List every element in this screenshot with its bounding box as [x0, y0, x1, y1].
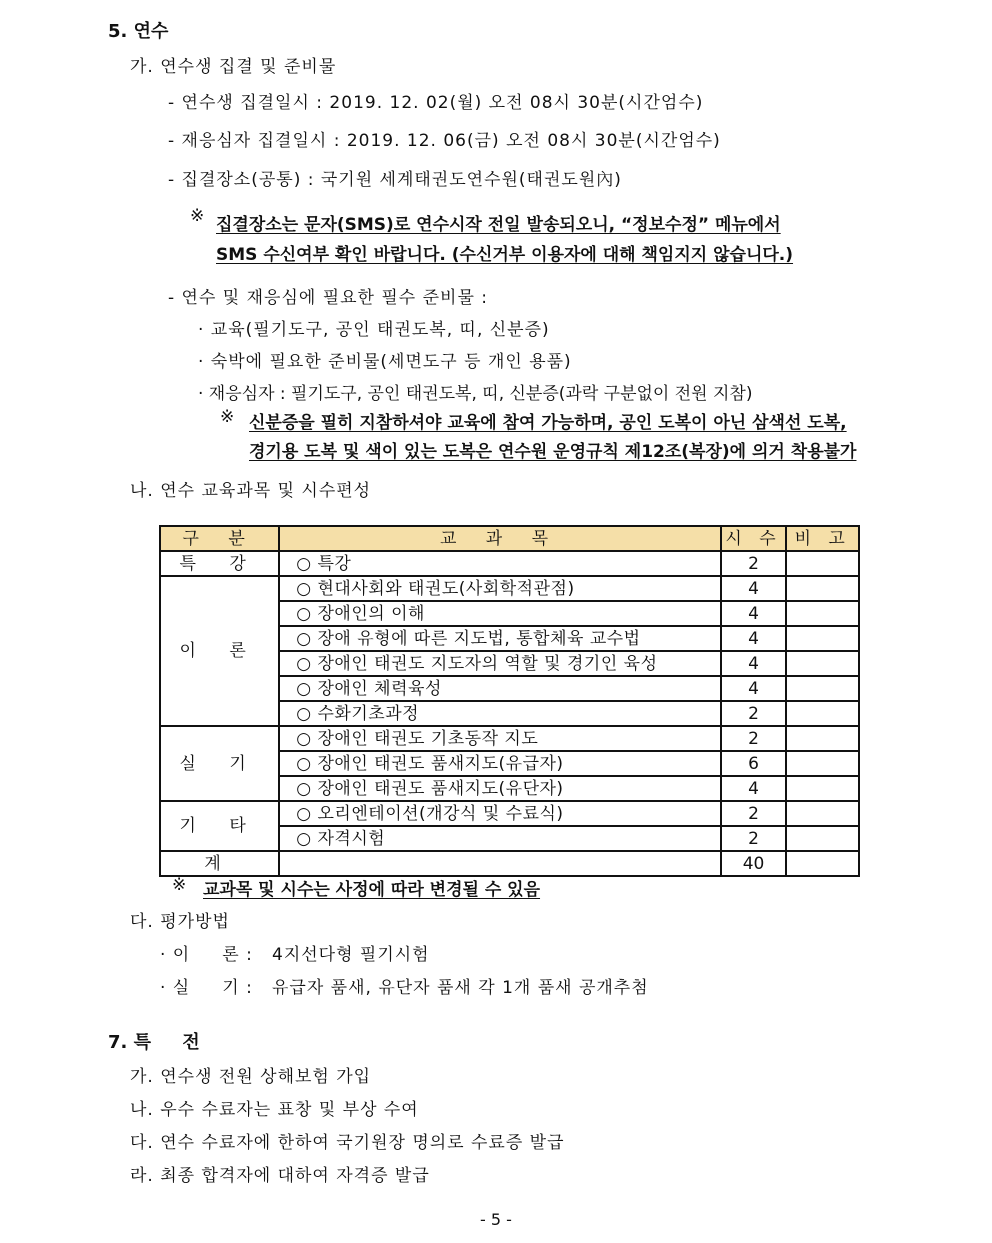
table-total-row	[160, 851, 859, 876]
subject-cell: ○ 장애 유형에 따른 지도법, 통합체육 교수법	[279, 626, 720, 651]
remarks-cell	[786, 551, 859, 576]
section-5-heading: 5. 연수	[108, 21, 169, 42]
hours-cell: 2	[721, 801, 787, 826]
hours-cell: 2	[721, 726, 787, 751]
uniform-notice-line1: 신분증을 필히 지참하셔야 교육에 참여 가능하며, 공인 도복이 아닌 삼색선 도복,	[249, 413, 847, 433]
hours-cell: 4	[721, 651, 787, 676]
subject-cell: ○ 오리엔테이션(개강식 및 수료식)	[279, 801, 720, 826]
subsection-ga-title: 가. 연수생 집결 및 준비물	[130, 57, 337, 77]
table-note: 교과목 및 시수는 사정에 따라 변경될 수 있음	[203, 880, 541, 900]
gathering-time-retakers: - 재응심자 집결일시 : 2019. 12. 06(금) 오전 08시 30분(시간엄수)	[168, 131, 721, 151]
remarks-cell	[786, 801, 859, 826]
subject-cell: ○ 장애인 태권도 품새지도(유급자)	[279, 751, 720, 776]
prep-item-retakers: · 재응심자 : 필기도구, 공인 태권도복, 띠, 신분증(과락 구분없이 전원 지참)	[198, 384, 753, 404]
course-table	[159, 525, 860, 877]
prep-title: - 연수 및 재응심에 필요한 필수 준비물 :	[168, 288, 489, 308]
remarks-cell	[786, 601, 859, 626]
category-practice: 실 기	[160, 726, 279, 801]
prep-item-lodging: · 숙박에 필요한 준비물(세면도구 등 개인 용품)	[198, 352, 572, 372]
prep-note-mark: ※	[220, 407, 235, 427]
remarks-cell	[786, 826, 859, 851]
remarks-cell	[786, 701, 859, 726]
subject-cell: ○ 장애인 태권도 지도자의 역할 및 경기인 육성	[279, 651, 720, 676]
sms-notice-line2: SMS 수신여부 확인 바랍니다. (수신거부 이용자에 대해 책임지지 않습니다.)	[216, 245, 794, 265]
benefit-item: 나. 우수 수료자는 표창 및 부상 수여	[130, 1100, 419, 1120]
remarks-cell	[786, 751, 859, 776]
category-etc: 기 타	[160, 801, 279, 851]
subject-cell: ○ 장애인의 이해	[279, 601, 720, 626]
hours-cell: 4	[721, 676, 787, 701]
remarks-cell	[786, 726, 859, 751]
table-row	[160, 801, 859, 826]
subject-cell: ○ 장애인 체력육성	[279, 676, 720, 701]
subsection-da-title: 다. 평가방법	[130, 912, 230, 932]
note-mark: ※	[190, 206, 205, 226]
remarks-cell	[786, 676, 859, 701]
table-note-mark: ※	[172, 875, 187, 895]
benefit-item: 가. 연수생 전원 상해보험 가입	[130, 1067, 372, 1087]
table-row	[160, 551, 859, 576]
subject-cell: ○ 장애인 태권도 품새지도(유단자)	[279, 776, 720, 801]
evaluation-practice: · 실 기 : 유급자 품새, 유단자 품새 각 1개 품새 공개추첨	[160, 978, 649, 998]
subject-cell: ○ 자격시험	[279, 826, 720, 851]
remarks-cell	[786, 851, 859, 876]
hours-cell: 2	[721, 551, 787, 576]
benefit-item: 라. 최종 합격자에 대하여 자격증 발급	[130, 1166, 430, 1186]
evaluation-theory: · 이 론 : 4지선다형 필기시험	[160, 945, 430, 965]
sms-notice-line1: 집결장소는 문자(SMS)로 연수시작 전일 발송되오니, “정보수정” 메뉴에서	[216, 215, 781, 235]
gathering-place: - 집결장소(공통) : 국기원 세계태권도연수원(태권도원內)	[168, 170, 622, 190]
subject-cell: ○ 수화기초과정	[279, 701, 720, 726]
table-row	[160, 726, 859, 751]
hours-cell: 2	[721, 826, 787, 851]
section-7-heading: 7. 특 전	[108, 1032, 200, 1053]
subject-cell: ○ 특강	[279, 551, 720, 576]
category-theory: 이 론	[160, 576, 279, 726]
benefit-item: 다. 연수 수료자에 한하여 국기원장 명의로 수료증 발급	[130, 1133, 565, 1153]
total-hours: 40	[721, 851, 787, 876]
gathering-time-trainees: - 연수생 집결일시 : 2019. 12. 02(월) 오전 08시 30분(시간엄수)	[168, 93, 704, 113]
prep-item-education: · 교육(필기도구, 공인 태권도복, 띠, 신분증)	[198, 320, 550, 340]
header-subject: 교 과 목	[279, 526, 720, 551]
header-hours: 시 수	[721, 526, 787, 551]
page-number: - 5 -	[480, 1210, 512, 1229]
subject-cell: ○ 현대사회와 태권도(사회학적관점)	[279, 576, 720, 601]
remarks-cell	[786, 626, 859, 651]
total-subject-empty	[279, 851, 720, 876]
remarks-cell	[786, 651, 859, 676]
table-header-row	[160, 526, 859, 551]
total-label: 계	[160, 851, 279, 876]
hours-cell: 2	[721, 701, 787, 726]
subject-cell: ○ 장애인 태권도 기초동작 지도	[279, 726, 720, 751]
category-special: 특 강	[160, 551, 279, 576]
remarks-cell	[786, 576, 859, 601]
hours-cell: 4	[721, 576, 787, 601]
header-remarks: 비 고	[786, 526, 859, 551]
uniform-notice-line2: 경기용 도복 및 색이 있는 도복은 연수원 운영규칙 제12조(복장)에 의거 착용불가	[249, 442, 857, 462]
remarks-cell	[786, 776, 859, 801]
table-row	[160, 576, 859, 601]
hours-cell: 4	[721, 626, 787, 651]
header-category: 구 분	[160, 526, 279, 551]
subsection-na-title: 나. 연수 교육과목 및 시수편성	[130, 481, 372, 501]
hours-cell: 4	[721, 776, 787, 801]
hours-cell: 4	[721, 601, 787, 626]
hours-cell: 6	[721, 751, 787, 776]
